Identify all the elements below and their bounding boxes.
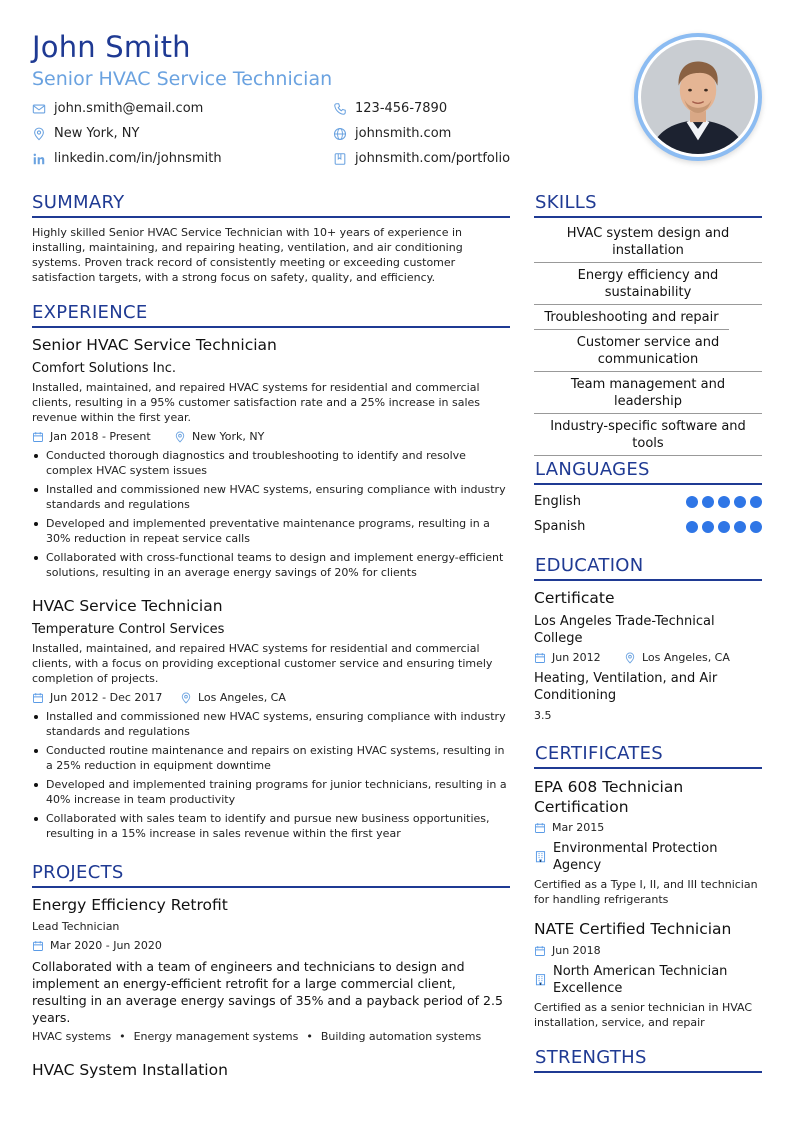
- linkedin-icon: [32, 152, 46, 166]
- project-title: HVAC System Installation: [32, 1061, 228, 1079]
- candidate-role: Senior HVAC Service Technician: [32, 68, 333, 90]
- job-location-text: New York, NY: [192, 430, 265, 443]
- list-item: Collaborated with sales team to identify and pursue new business opportunities, resulting in a 15% increase in sales revenue within the first year: [32, 811, 512, 841]
- contact-location: [32, 126, 139, 141]
- contact-website[interactable]: [333, 126, 451, 141]
- project-title: Energy Efficiency Retrofit: [32, 896, 228, 914]
- calendar-icon: [32, 431, 44, 443]
- calendar-icon: [534, 652, 546, 664]
- proficiency-dot: [750, 521, 762, 533]
- job-title: HVAC Service Technician: [32, 597, 223, 615]
- summary-heading: SUMMARY: [32, 192, 125, 213]
- project-tag: Energy management systems: [133, 1030, 299, 1043]
- proficiency-dot: [718, 496, 730, 508]
- building-icon: [534, 850, 547, 863]
- job-dates: [32, 691, 162, 704]
- candidate-name: John Smith: [32, 30, 191, 64]
- skill-item: Energy efficiency and sustainability: [534, 267, 762, 305]
- skill-item: HVAC system design and installation: [534, 225, 762, 263]
- job-location: [180, 691, 286, 704]
- summary-text: Highly skilled Senior HVAC Service Technician with 10+ years of experience in installing, maintaining, and repairing heating, ventilation, and air conditioning systems. Proven track record of consistently meeting or exceeding customer satisfaction targets, with a strong focus on safety, quality, and efficiency.: [32, 226, 463, 284]
- job-dates-text: Jun 2012 - Dec 2017: [50, 691, 163, 704]
- education-location-text: Los Angeles, CA: [642, 651, 730, 664]
- summary-divider: [32, 216, 510, 218]
- job-description: Installed, maintained, and repaired HVAC systems for residential and commercial clients, resulting in a 95% customer satisfaction rate and a 25% increase in sales revenue within the first year.: [32, 381, 480, 424]
- education-date-text: Jun 2012: [552, 651, 601, 664]
- project-dates: [32, 939, 162, 952]
- contact-phone[interactable]: [333, 101, 447, 116]
- project-dates-text: Mar 2020 - Jun 2020: [50, 939, 162, 952]
- list-item: Conducted routine maintenance and repairs on existing HVAC systems, resulting in a 25% reduction in equipment downtime: [32, 743, 512, 773]
- globe-icon: [333, 127, 347, 141]
- proficiency-dot: [734, 521, 746, 533]
- email-icon: [32, 102, 46, 116]
- proficiency-dot: [702, 521, 714, 533]
- certificate-issuer-text: Environmental Protection Agency: [553, 841, 718, 873]
- project-description: Collaborated with a team of engineers and technicians to design and implement an energy-efficient retrofit for a large commercial client, resulting in an average energy savings of 35% and a payback period of 2.5 years.: [32, 959, 503, 1025]
- language-name: Spanish: [534, 519, 586, 534]
- project-tag: Building automation systems: [320, 1030, 482, 1043]
- skills-divider: [534, 216, 762, 218]
- language-name: English: [534, 494, 581, 509]
- languages-heading: LANGUAGES: [535, 459, 650, 480]
- languages-divider: [534, 483, 762, 485]
- education-gpa: 3.5: [534, 709, 552, 722]
- location-icon: [180, 692, 192, 704]
- proficiency-dot: [686, 496, 698, 508]
- certificate-date-text: Mar 2015: [552, 821, 605, 834]
- experience-heading: EXPERIENCE: [32, 302, 148, 323]
- job-title: Senior HVAC Service Technician: [32, 336, 277, 354]
- calendar-icon: [32, 940, 44, 952]
- certificate-date: [534, 944, 601, 957]
- certificate-name: NATE Certified Technician: [534, 920, 732, 938]
- certificate-issuer: [534, 840, 733, 874]
- proficiency-dots: [686, 521, 762, 533]
- education-degree: Certificate: [534, 589, 615, 607]
- email-text: john.smith@email.com: [54, 101, 204, 116]
- portfolio-text: johnsmith.com/portfolio: [355, 151, 511, 166]
- list-item: Developed and implemented preventative maintenance programs, resulting in a 30% reduction in repeat service calls: [32, 516, 510, 546]
- certificate-date-text: Jun 2018: [552, 944, 601, 957]
- certificate-issuer-text: North American Technician Excellence: [553, 964, 728, 996]
- phone-text: 123-456-7890: [355, 101, 448, 116]
- certificate-issuer: [534, 963, 753, 997]
- skill-item: Industry-specific software and tools: [534, 418, 762, 456]
- phone-icon: [333, 102, 347, 116]
- language-row: [534, 494, 762, 509]
- proficiency-dot: [718, 521, 730, 533]
- education-field: Heating, Ventilation, and Air Conditioning: [534, 671, 718, 703]
- education-location: [624, 651, 730, 664]
- location-icon: [624, 652, 636, 664]
- project-tag: HVAC systems: [32, 1030, 112, 1043]
- certificates-divider: [534, 767, 762, 769]
- certificates-heading: CERTIFICATES: [535, 743, 663, 764]
- contact-email[interactable]: [32, 101, 203, 116]
- list-item: Developed and implemented training programs for junior technicians, resulting in a 40% increase in team productivity: [32, 777, 512, 807]
- location-icon: [32, 127, 46, 141]
- job-dates: [32, 430, 151, 443]
- projects-divider: [32, 886, 510, 888]
- job-dates-text: Jan 2018 - Present: [50, 430, 151, 443]
- projects-heading: PROJECTS: [32, 862, 124, 883]
- calendar-icon: [534, 945, 546, 957]
- list-item: Installed and commissioned new HVAC systems, ensuring compliance with industry standards and regulations: [32, 709, 512, 739]
- profile-photo-frame: [634, 33, 762, 161]
- education-divider: [534, 579, 762, 581]
- strengths-divider: [534, 1071, 762, 1073]
- education-date: [534, 651, 601, 664]
- proficiency-dot: [734, 496, 746, 508]
- skill-item: Troubleshooting and repair: [534, 309, 729, 330]
- skills-list: [534, 225, 762, 460]
- bookmark-icon: [333, 152, 347, 166]
- calendar-icon: [32, 692, 44, 704]
- project-tags: HVAC systems • Energy management systems • Building automation systems: [32, 1030, 482, 1043]
- list-item: Conducted thorough diagnostics and troubleshooting to identify and resolve complex HVAC system issues: [32, 448, 510, 478]
- certificate-date: [534, 821, 604, 834]
- contact-portfolio[interactable]: [333, 151, 510, 166]
- skills-heading: SKILLS: [535, 192, 597, 213]
- avatar: [641, 40, 755, 154]
- job-location: [174, 430, 264, 443]
- skill-item: Customer service and communication: [534, 334, 762, 372]
- certificate-description: Certified as a Type I, II, and III technician for handling refrigerants: [534, 878, 758, 906]
- job-description: Installed, maintained, and repaired HVAC systems for residential and commercial clients, with a focus on providing exceptional customer service and ensuring timely completion of projects.: [32, 642, 493, 685]
- calendar-icon: [534, 822, 546, 834]
- job-bullets: [32, 709, 512, 845]
- strengths-heading: STRENGTHS: [535, 1047, 647, 1068]
- job-location-text: Los Angeles, CA: [198, 691, 286, 704]
- job-company: Comfort Solutions Inc.: [32, 361, 177, 376]
- proficiency-dot: [750, 496, 762, 508]
- list-item: Collaborated with cross-functional teams to design and implement energy-efficient solutions, resulting in an average energy savings of 20% for clients: [32, 550, 510, 580]
- experience-divider: [32, 326, 510, 328]
- skill-item: Team management and leadership: [534, 376, 762, 414]
- language-row: [534, 519, 762, 534]
- proficiency-dot: [686, 521, 698, 533]
- education-school: Los Angeles Trade-Technical College: [534, 614, 715, 646]
- project-role: Lead Technician: [32, 920, 120, 933]
- contact-linkedin[interactable]: [32, 151, 222, 166]
- job-bullets: [32, 448, 510, 584]
- location-icon: [174, 431, 186, 443]
- certificate-name: EPA 608 Technician Certification: [534, 778, 684, 816]
- website-text: johnsmith.com: [355, 126, 452, 141]
- certificate-description: Certified as a senior technician in HVAC installation, service, and repair: [534, 1001, 753, 1029]
- proficiency-dots: [686, 496, 762, 508]
- linkedin-text: linkedin.com/in/johnsmith: [54, 151, 222, 166]
- building-icon: [534, 973, 547, 986]
- job-company: Temperature Control Services: [32, 622, 225, 637]
- list-item: Installed and commissioned new HVAC systems, ensuring compliance with industry standards and regulations: [32, 482, 510, 512]
- education-heading: EDUCATION: [535, 555, 644, 576]
- proficiency-dot: [702, 496, 714, 508]
- location-text: New York, NY: [54, 126, 140, 141]
